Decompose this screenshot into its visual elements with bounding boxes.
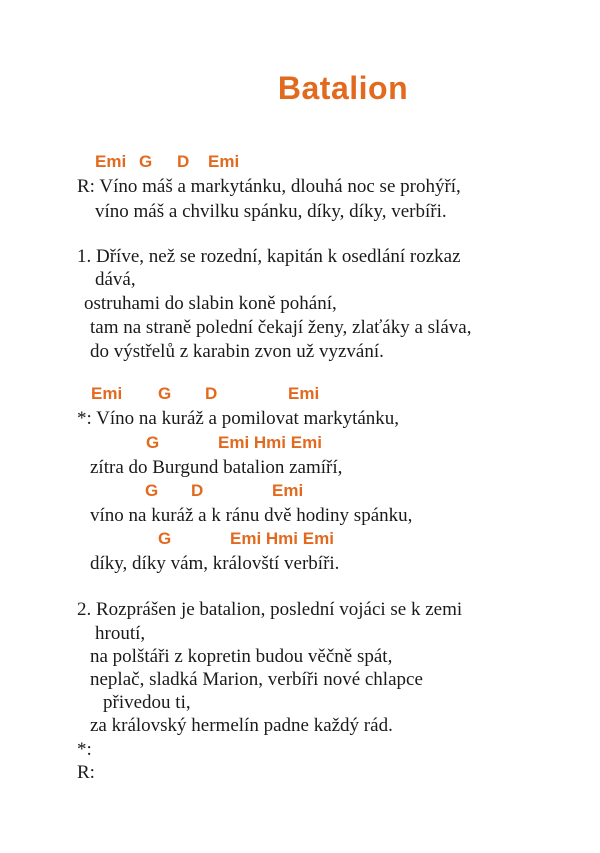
repeat-chorus-marker: *: [77, 739, 92, 760]
lyric-line: tam na straně polední čekají ženy, zlaťáky a sláva, [90, 317, 472, 338]
lyric-line: dává, [95, 269, 136, 290]
chord: Emi [272, 481, 304, 500]
lyric-line: *: Víno na kuráž a pomilovat markytánku, [77, 408, 400, 429]
lyric-line: víno na kuráž a k ránu dvě hodiny spánku, [90, 505, 413, 526]
chord: Emi Hmi Emi [230, 529, 334, 548]
lyric-line: neplač, sladká Marion, verbíři nové chlapce [90, 669, 423, 690]
lyric-line: za královský hermelín padne každý rád. [90, 715, 393, 736]
chord: D [177, 152, 190, 171]
lyric-line: díky, díky vám, královští verbíři. [90, 553, 340, 574]
lyric-line: víno máš a chvilku spánku, díky, díky, verbíři. [95, 201, 447, 222]
chord: D [205, 384, 218, 403]
chord: Emi [288, 384, 320, 403]
chord: Emi [91, 384, 123, 403]
lyric-line: na polštáři z kopretin budou věčně spát, [90, 646, 393, 667]
chord: Emi Hmi Emi [218, 433, 322, 452]
lyric-line: hroutí, [95, 623, 146, 644]
lyric-line: 2. Rozprášen je batalion, poslední vojáci se k zemi [77, 599, 463, 620]
chord-row [0, 528, 334, 550]
song-title: Batalion [277, 70, 409, 106]
chord: G [146, 433, 160, 452]
lyric-line: do výstřelů z karabin zvon už vyzvání. [90, 341, 384, 362]
chord-row [0, 383, 320, 405]
chord: G [139, 152, 153, 171]
chord: D [191, 481, 204, 500]
chord: Emi [95, 152, 127, 171]
repeat-refrain-marker: R: [77, 762, 95, 783]
chord-row [0, 432, 322, 454]
lyric-line: přivedou ti, [103, 692, 191, 713]
chord: Emi [208, 152, 240, 171]
chord: G [158, 529, 172, 548]
lyric-line: 1. Dříve, než se rozední, kapitán k osedlání rozkaz [77, 246, 461, 267]
chord-row [0, 480, 304, 502]
lyric-line: ostruhami do slabin koně pohání, [84, 293, 337, 314]
chord: G [158, 384, 172, 403]
chord: G [145, 481, 159, 500]
chord-row-refrain [0, 151, 240, 173]
lyric-line: zítra do Burgund batalion zamíří, [90, 457, 343, 478]
lyric-line: R: Víno máš a markytánku, dlouhá noc se prohýří, [77, 176, 461, 197]
